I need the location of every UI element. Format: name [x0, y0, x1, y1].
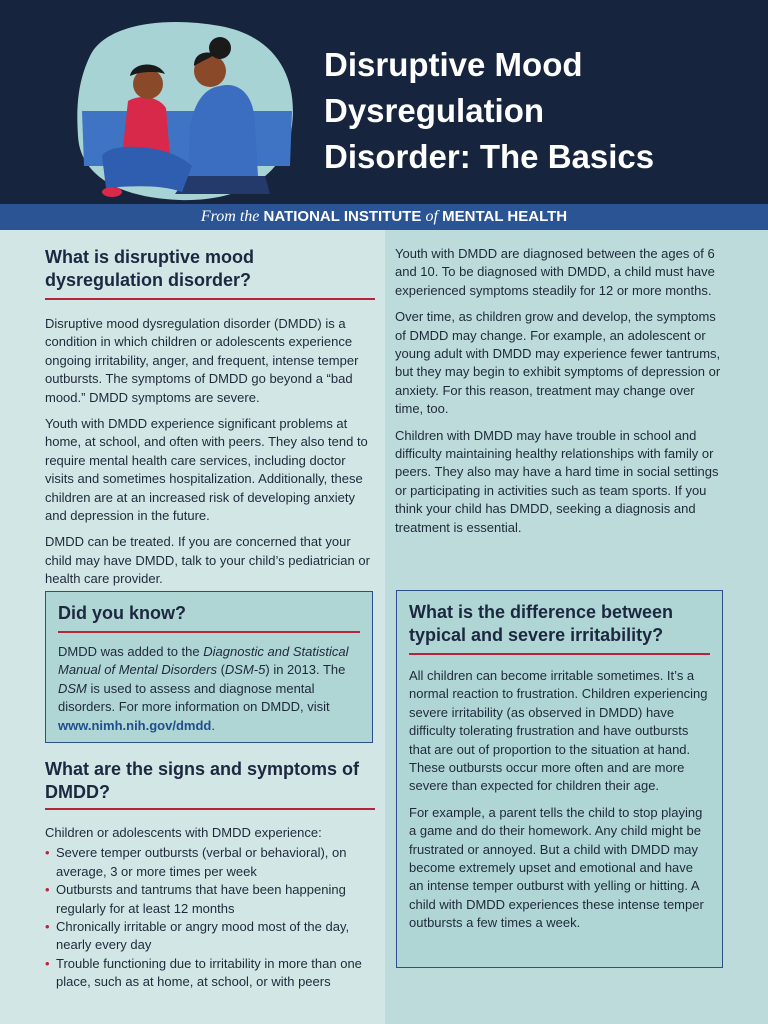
paragraph: Youth with DMDD are diagnosed between the ages of 6 and 10. To be diagnosed with DMDD, a child must have experienced symptoms steadily for 12 or more months. [395, 246, 715, 298]
did-you-know-box [45, 591, 373, 743]
title-line: Dysregulation [324, 92, 545, 129]
heading-rule [409, 653, 710, 655]
banner-national-institute: NATIONAL INSTITUTE [263, 208, 422, 225]
section-heading-did-you-know: Did you know? [58, 603, 186, 623]
title-line: Disruptive Mood [324, 46, 583, 83]
section-heading-difference: What is the difference between typical and severe irritability? [409, 602, 674, 645]
symptom-list [45, 844, 375, 991]
text-span: DMDD was added to the [58, 644, 204, 659]
page-title [324, 42, 744, 180]
header [0, 0, 768, 204]
paragraph: All children can become irritable sometimes. It’s a normal reaction to frustration. Children experiencing severe irritability (as observed in DMDD) have difficulty tolerating frustration and have outbursts that are out of proportion to the situation at hand. These outbursts occur more often and are more severe than expected for children their age. [409, 668, 708, 794]
parent-and-child-illustration [70, 16, 300, 202]
banner-mental-health: MENTAL HEALTH [442, 208, 568, 225]
symptom-item: • Trouble functioning due to irritability in more than one place, such as at home, at school, or with peers [45, 955, 375, 992]
difference-box [396, 590, 723, 968]
section-heading-what-is: What is disruptive mood dysregulation disorder? [45, 247, 255, 290]
text-span: ) in 2013. The [265, 662, 346, 678]
symptom-item: • Severe temper outbursts (verbal or behavioral), on average, 3 or more times per week [45, 844, 375, 881]
text-span: is used to assess and diagnose mental disorders. For more information on DMDD, visit [58, 680, 330, 715]
paragraph: Over time, as children grow and develop, the symptoms of DMDD may change. For example, an adolescent or young adult with DMDD may experience fewer tantrums, but they may begin to exhibit symptoms of depression or anxiety. For this reason, treatment may change over time, too. [395, 309, 721, 417]
dsm-title: Diagnostic and Statistical Manual of Mental Disorders [58, 644, 349, 678]
banner-of: of [425, 208, 438, 225]
left-column-intro [45, 246, 375, 597]
source-banner [0, 204, 768, 230]
paragraph: For example, a parent tells the child to stop playing a game and do their homework. Any child might be frustrated or annoyed. But a child with DMDD may become extremely upset and emotional and have an intense temper outburst with yelling or hitting. A child with DMDD experiences these intense temper outbursts a few times a week. [409, 804, 704, 931]
dsm-5: DSM-5 [224, 662, 266, 678]
difference-text [409, 667, 710, 933]
banner-from-the: From the [200, 208, 260, 225]
paragraph: Disruptive mood dysregulation disorder (DMDD) is a condition in which children or adolescents experience ongoing irritability, anger, and frequent, intense temper outbursts. The symptoms of DMDD go beyond a “bad mood.” DMDD symptoms are severe. [45, 316, 359, 405]
dsm-abbrev: DSM [58, 680, 87, 696]
paragraph: Children with DMDD may have trouble in school and difficulty maintaining healthy relationships with family or peers. They also may have a hard time in social settings or participating in activities such as team sports. If you think your child has DMDD, seeking a diagnosis and treatment is essential. [395, 427, 719, 535]
right-column-text [395, 245, 725, 545]
title-line: Disorder: The Basics [324, 138, 655, 175]
text-span: . [211, 717, 215, 733]
paragraph: Youth with DMDD experience significant problems at home, at school, and often with peers. They also tend to require mental health care services, including doctor visits and sometimes hospitalization. Additionally, these children are at an increased risk of developing anxiety and depression in the future. [45, 416, 368, 524]
heading-rule [45, 298, 375, 300]
section-heading-signs: What are the signs and symptoms of DMDD? [45, 759, 360, 802]
text-span: ( [216, 662, 225, 678]
nimh-dmdd-link[interactable]: www.nimh.nih.gov/dmdd [58, 717, 212, 733]
heading-rule [58, 631, 360, 633]
heading-rule [45, 808, 375, 810]
paragraph: DMDD can be treated. If you are concerned that your child may have DMDD, talk to your child’s pediatrician or health care provider. [45, 534, 370, 587]
symptom-item: • Chronically irritable or angry mood most of the day, nearly every day [45, 918, 375, 955]
signs-intro: Children or adolescents with DMDD experience: [45, 825, 322, 840]
left-column-signs [45, 758, 375, 992]
symptom-item: • Outbursts and tantrums that have been happening regularly for at least 12 months [45, 881, 375, 918]
did-you-know-text [58, 643, 360, 735]
